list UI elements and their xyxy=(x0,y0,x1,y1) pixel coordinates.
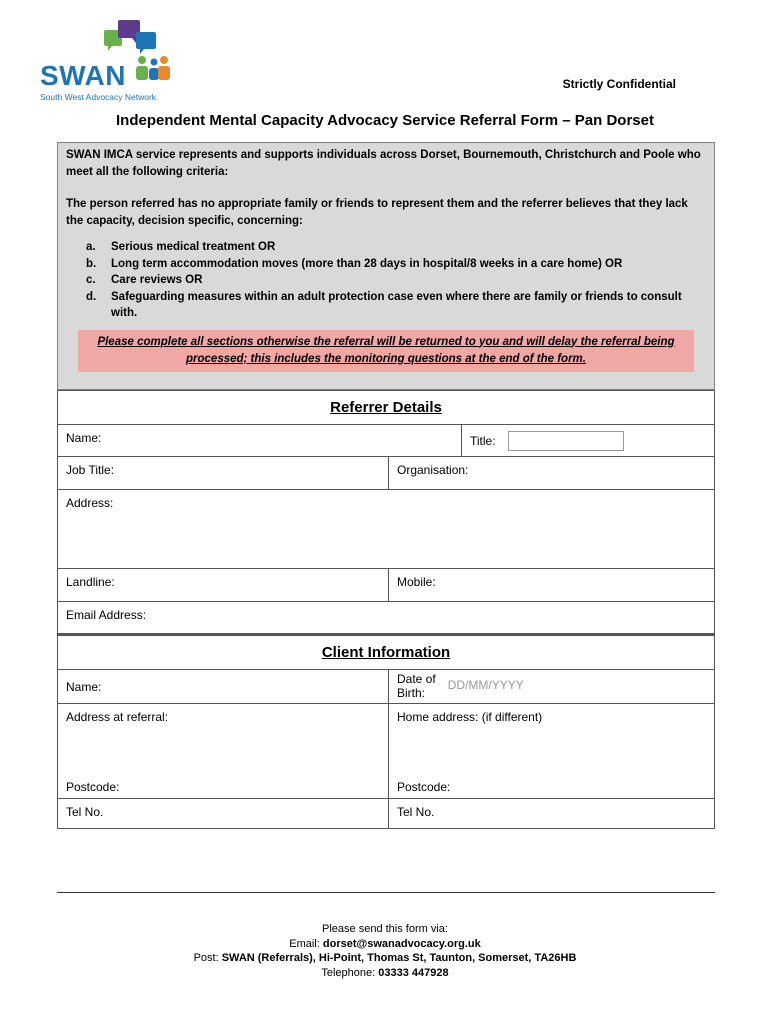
field-label: Title: xyxy=(470,433,496,448)
referrer-address-field[interactable] xyxy=(58,490,714,568)
referrer-phone-row xyxy=(58,569,714,602)
postcode-label: Postcode: xyxy=(66,780,120,794)
field-label: Organisation: xyxy=(397,463,469,477)
dob-placeholder: DD/MM/YYYY xyxy=(447,677,524,692)
footer-post-line: Post: SWAN (Referrals), Hi-Point, Thomas St, Taunton, Somerset, TA26HB xyxy=(193,952,577,964)
footer-intro: Please send this form via: xyxy=(322,923,448,935)
field-label: Name: xyxy=(66,679,102,694)
field-label: Tel No. xyxy=(397,805,435,819)
footer-phone: 03333 447928 xyxy=(378,966,449,979)
email-field[interactable] xyxy=(58,602,714,633)
footer-email-line: Email: dorset@swanadvocacy.org.uk xyxy=(289,937,481,950)
footer-email[interactable]: dorset@swanadvocacy.org.uk xyxy=(322,937,481,950)
confidentiality-label: Strictly Confidential xyxy=(562,77,676,91)
criteria-item: d. Safeguarding measures within an adult protection case even where there are family or friends to consult with. xyxy=(86,290,682,319)
criteria-item: a. Serious medical treatment OR xyxy=(86,241,276,253)
client-address-row xyxy=(58,704,714,799)
logo-wordmark: SWAN xyxy=(40,60,126,91)
field-label: Tel No. xyxy=(66,805,104,819)
field-label: Home address: (if different) xyxy=(397,710,543,724)
footer-phone-line: Telephone: 03333 447928 xyxy=(321,966,449,979)
tel-field-home[interactable] xyxy=(388,799,714,828)
footer xyxy=(0,922,770,980)
field-label: Date of Birth: xyxy=(397,672,436,700)
job-title-field[interactable] xyxy=(58,457,388,489)
criteria-box xyxy=(57,142,715,390)
footer-post-address: SWAN (Referrals), Hi-Point, Thomas St, Taunton, Somerset, TA26HB xyxy=(221,952,577,964)
field-label: Address: xyxy=(66,496,114,510)
tel-field[interactable] xyxy=(58,799,388,828)
mobile-field[interactable] xyxy=(388,569,714,601)
footer-divider xyxy=(57,892,715,893)
section-heading: Referrer Details xyxy=(330,399,442,416)
field-label: Mobile: xyxy=(397,575,436,589)
warning-banner: Please complete all sections otherwise the referral will be returned to you and will delay the referral being processed; this includes the monitoring questions at the end of the form. xyxy=(78,330,694,372)
date-of-birth-field[interactable] xyxy=(388,670,714,703)
client-heading-row xyxy=(58,636,714,670)
referrer-details-section xyxy=(57,390,715,635)
section-heading: Client Information xyxy=(321,644,451,661)
client-name-field[interactable] xyxy=(58,670,388,703)
field-label: Address at referral: xyxy=(66,710,169,724)
referrer-name-field[interactable] xyxy=(58,425,461,456)
form-title: Independent Mental Capacity Advocacy Service Referral Form – Pan Dorset xyxy=(116,112,654,129)
criteria-item: b. Long term accommodation moves (more than 28 days in hospital/8 weeks in a care home) OR xyxy=(86,257,623,270)
referrer-heading-row xyxy=(58,391,714,425)
home-address-field[interactable] xyxy=(388,704,714,798)
criteria-item: c. Care reviews OR xyxy=(86,274,203,286)
title-input[interactable] xyxy=(508,431,624,451)
referrer-email-row xyxy=(58,602,714,635)
organisation-field[interactable] xyxy=(388,457,714,489)
postcode-label: Postcode: xyxy=(397,780,451,794)
referrer-title-field xyxy=(461,425,714,456)
client-information-section xyxy=(57,635,715,829)
field-label: Email Address: xyxy=(66,608,147,622)
criteria-statement: The person referred has no appropriate family or friends to represent them and the referrer believes that they lack the capacity, decision specific, concerning: xyxy=(66,198,688,227)
referrer-job-row xyxy=(58,457,714,490)
criteria-intro: SWAN IMCA service represents and supports individuals across Dorset, Bournemouth, Christchurch and Poole who meet all the following criteria: xyxy=(66,149,701,178)
field-label: Job Title: xyxy=(66,463,115,477)
client-tel-row xyxy=(58,799,714,829)
referrer-address-row xyxy=(58,490,714,569)
referrer-name-row xyxy=(58,425,714,457)
field-label: Landline: xyxy=(66,575,115,589)
field-label: Name: xyxy=(66,431,102,445)
logo-subtitle: South West Advocacy Network xyxy=(40,92,157,102)
client-name-row xyxy=(58,670,714,704)
criteria-list xyxy=(86,239,706,322)
address-at-referral-field[interactable] xyxy=(58,704,388,798)
swan-logo xyxy=(38,18,178,106)
landline-field[interactable] xyxy=(58,569,388,601)
